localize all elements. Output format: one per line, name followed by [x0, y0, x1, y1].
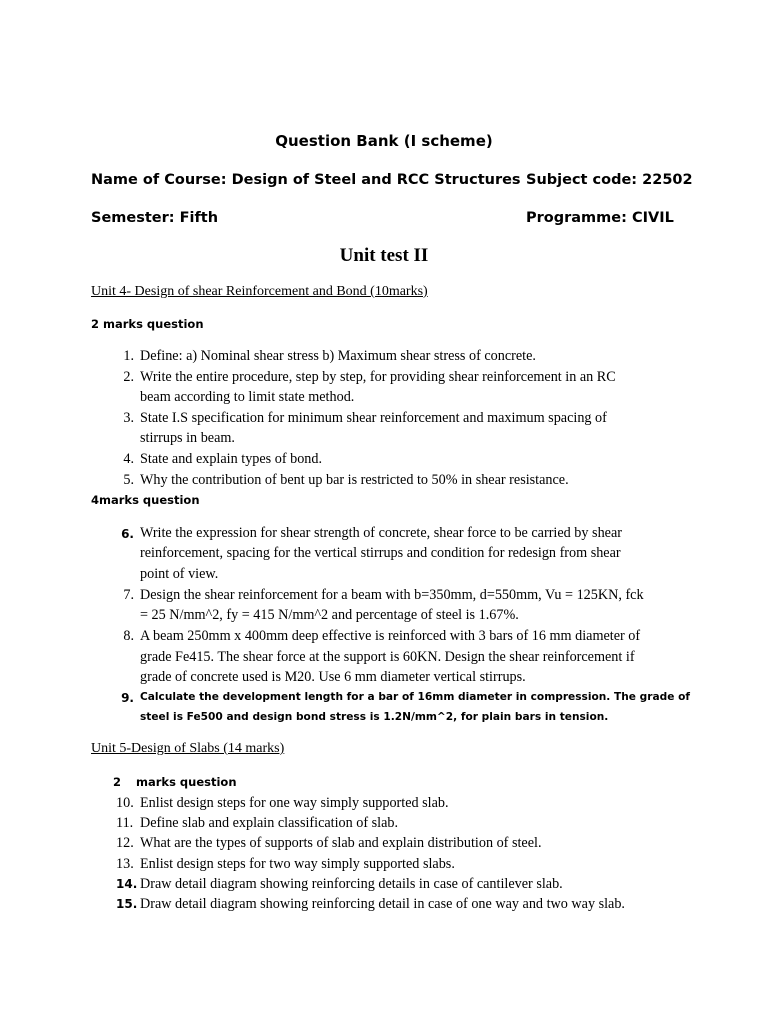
question-number: 11. [116, 815, 134, 831]
course-name: Name of Course: Design of Steel and RCC Structures [91, 172, 521, 188]
question-text: Write the expression for shear strength of concrete, shear force to be carried by shear [140, 525, 622, 541]
programme: Programme: CIVIL [526, 210, 674, 226]
question-text: beam according to limit state method. [140, 389, 355, 405]
question-number: 15. [116, 897, 138, 911]
question-text: Define: a) Nominal shear stress b) Maximum shear stress of concrete. [140, 348, 536, 364]
unit5-two-marks-number: 2 [113, 775, 122, 789]
question-text: Enlist design steps for one way simply supported slab. [140, 795, 449, 811]
question-number: 4. [123, 451, 134, 467]
question-number: 13. [116, 856, 134, 872]
question-text: Define slab and explain classification of slab. [140, 815, 399, 831]
question-text: stirrups in beam. [140, 430, 235, 446]
question-text: point of view. [140, 566, 219, 582]
question-text: What are the types of supports of slab and explain distribution of steel. [140, 835, 542, 851]
question-text: State and explain types of bond. [140, 451, 323, 467]
question-number: 1. [123, 348, 134, 364]
unit5-title: Unit 5-Design of Slabs (14 marks) [91, 741, 285, 756]
question-number: 2. [123, 369, 134, 385]
unit4-four-marks-heading: 4marks question [91, 493, 200, 507]
question-text: Why the contribution of bent up bar is restricted to 50% in shear resistance. [140, 472, 569, 488]
question-text: Draw detail diagram showing reinforcing details in case of cantilever slab. [140, 876, 563, 892]
question-text: grade Fe415. The shear force at the support is 60KN. Design the shear reinforcement if [140, 649, 635, 665]
question-number: 9. [121, 691, 134, 705]
unit5-two-marks-heading: marks question [136, 775, 237, 789]
question-text: reinforcement, spacing for the vertical stirrups and condition for redesign from shear [140, 545, 621, 561]
question-number: 7. [123, 587, 134, 603]
question-number: 6. [121, 527, 134, 541]
question-text: A beam 250mm x 400mm deep effective is reinforced with 3 bars of 16 mm diameter of [140, 628, 641, 644]
unit4-two-marks-heading: 2 marks question [91, 317, 204, 331]
question-number: 14. [116, 877, 138, 891]
unit-test-heading: Unit test II [339, 245, 429, 266]
semester: Semester: Fifth [91, 210, 219, 226]
question-text: State I.S specification for minimum shear reinforcement and maximum spacing of [140, 410, 607, 426]
question-text: Draw detail diagram showing reinforcing detail in case of one way and two way slab. [140, 896, 625, 912]
question-text: Calculate the development length for a bar of 16mm diameter in compression. The grade of [140, 691, 690, 703]
document-title: Question Bank (I scheme) [275, 132, 493, 150]
question-number: 3. [123, 410, 134, 426]
question-text: = 25 N/mm^2, fy = 415 N/mm^2 and percentage of steel is 1.67%. [140, 607, 519, 623]
question-number: 12. [116, 835, 134, 851]
question-text: steel is Fe500 and design bond stress is 1.2N/mm^2, for plain bars in tension. [140, 711, 609, 723]
question-number: 5. [123, 472, 134, 488]
subject-code: Subject code: 22502 [526, 172, 693, 188]
question-number: 10. [116, 795, 134, 811]
question-number: 8. [123, 628, 134, 644]
question-text: grade of concrete used is M20. Use 6 mm diameter vertical stirrups. [140, 669, 526, 685]
unit4-title: Unit 4- Design of shear Reinforcement and Bond (10marks) [91, 284, 428, 299]
question-text: Write the entire procedure, step by step, for providing shear reinforcement in an RC [140, 369, 616, 385]
question-text: Design the shear reinforcement for a beam with b=350mm, d=550mm, Vu = 125KN, fck [140, 587, 644, 603]
question-text: Enlist design steps for two way simply supported slabs. [140, 856, 455, 872]
